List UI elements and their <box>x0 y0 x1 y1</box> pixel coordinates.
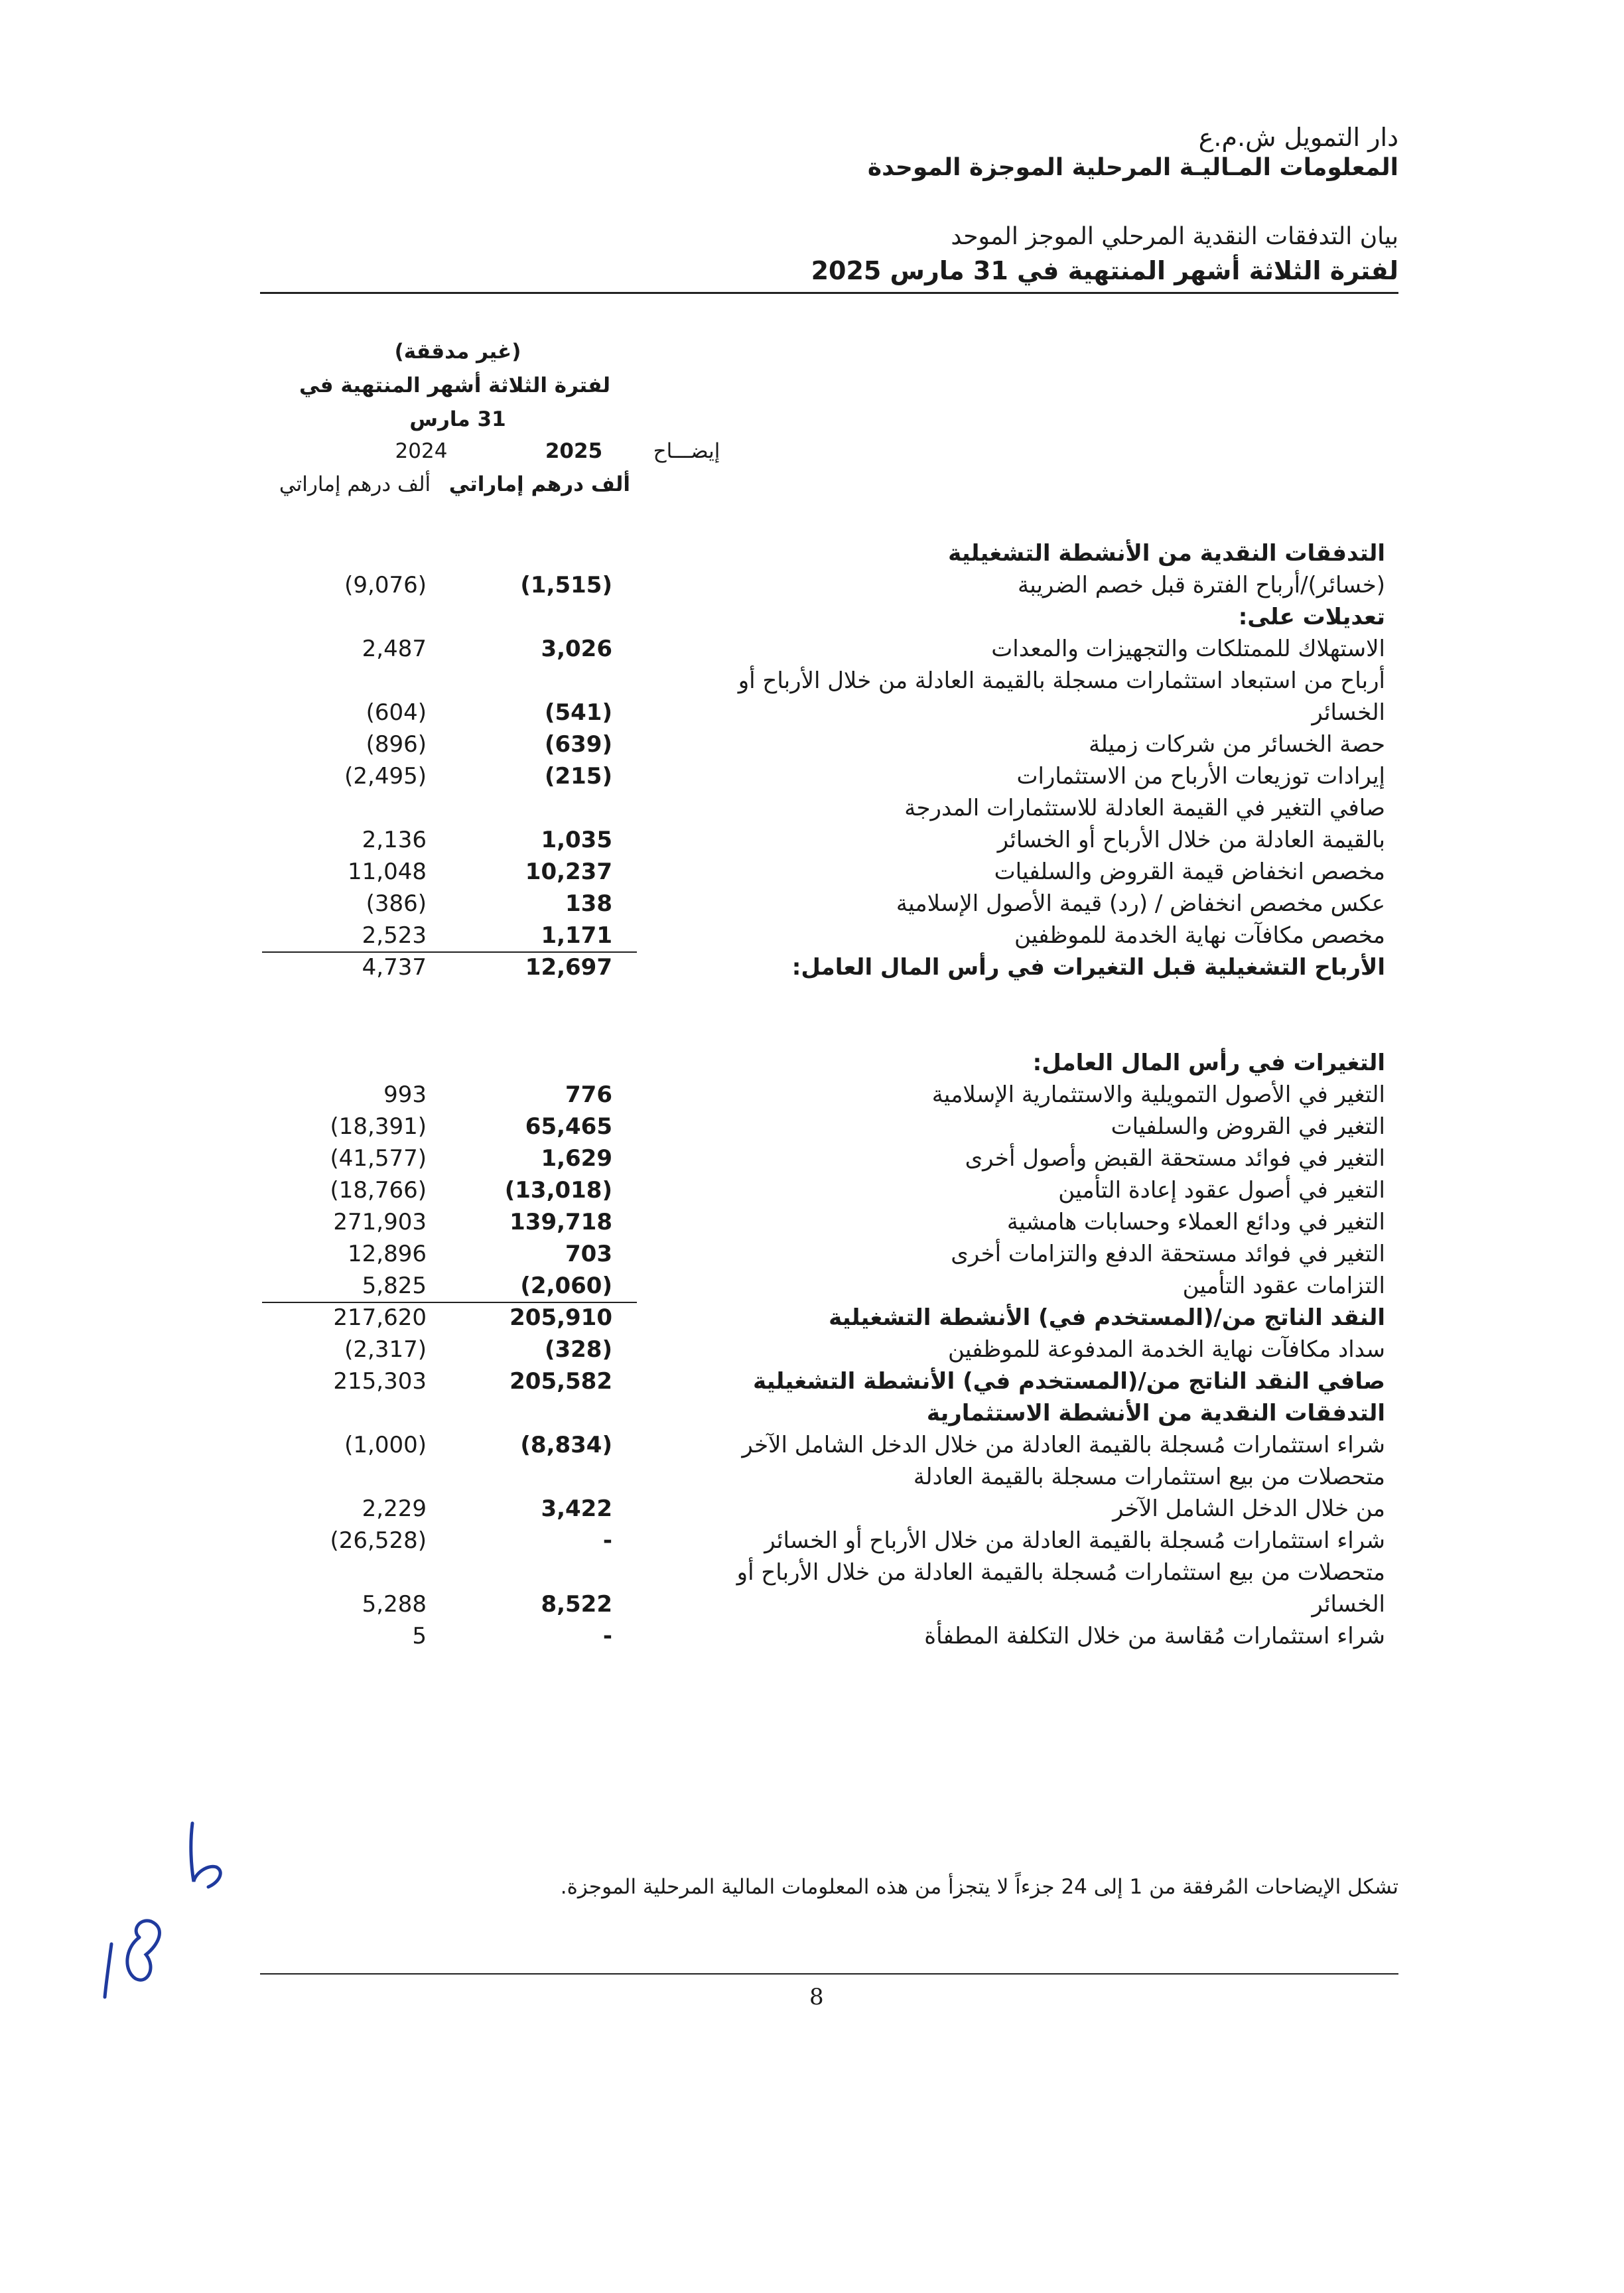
value-2025: 205,910 <box>509 1304 612 1331</box>
value-2025: 10,237 <box>525 859 612 885</box>
table-row <box>0 636 1624 667</box>
handwritten-initials <box>66 1805 239 2004</box>
line-item-label: متحصلات من بيع استثمارات مُسجلة بالقيمة العادلة من خلال الأرباح أو <box>736 1559 1385 1586</box>
subtotal-rule <box>262 951 637 953</box>
value-2025: 1,171 <box>541 922 612 949</box>
company-name: دار التمويل ش.م.ع <box>1198 123 1398 152</box>
line-item-label: حصة الخسائر من شركات زميلة <box>1089 731 1385 758</box>
table-row <box>0 1241 1624 1273</box>
value-2025: (8,834) <box>520 1432 612 1458</box>
value-2025: 703 <box>565 1241 612 1267</box>
table-row <box>0 922 1624 954</box>
value-2024: 2,487 <box>362 636 427 662</box>
note-heading: إيضـــاح <box>653 439 720 463</box>
section-heading: تعديلات على: <box>1238 604 1385 630</box>
table-row <box>0 1113 1624 1145</box>
value-2025: - <box>602 1623 612 1649</box>
line-item-label: أرباح من استبعاد استثمارات مسجلة بالقيمة العادلة من خلال الأرباح أو <box>738 667 1385 694</box>
value-2025: 1,035 <box>541 827 612 853</box>
value-2024: 2,136 <box>362 827 427 853</box>
line-item-label: شراء استثمارات مُسجلة بالقيمة العادلة من خلال الدخل الشامل الآخر <box>742 1432 1385 1458</box>
period-heading-line1: لفترة الثلاثة أشهر المنتهية في <box>299 374 610 397</box>
table-row <box>0 1495 1624 1527</box>
table-row <box>0 1209 1624 1241</box>
table-row <box>0 1400 1624 1432</box>
line-item-label: التغير في فوائد مستحقة القبض وأصول أخرى <box>965 1145 1385 1172</box>
value-2024: (896) <box>366 731 427 758</box>
table-row <box>0 1081 1624 1113</box>
line-item-label: عكس مخصص انخفاض / (رد) قيمة الأصول الإسلامية <box>896 890 1385 917</box>
value-2025: 12,697 <box>525 954 612 981</box>
value-2024: (26,528) <box>330 1527 427 1554</box>
table-row <box>0 1177 1624 1209</box>
section-heading: النقد الناتج من/(المستخدم في) الأنشطة التشغيلية <box>829 1304 1385 1331</box>
table-row <box>0 1591 1624 1623</box>
table-row <box>0 667 1624 699</box>
value-2024: (41,577) <box>330 1145 427 1172</box>
line-item-label: الخسائر <box>1312 1591 1385 1618</box>
section-heading: التدفقات النقدية من الأنشطة التشغيلية <box>948 540 1385 567</box>
table-row <box>0 859 1624 890</box>
value-2024: 12,896 <box>348 1241 427 1267</box>
value-2025: (541) <box>544 699 612 726</box>
subtotal-rule <box>262 1302 637 1303</box>
value-2025: 65,465 <box>525 1113 612 1140</box>
section-heading: صافي النقد الناتج من/(المستخدم في) الأنشطة التشغيلية <box>752 1368 1385 1395</box>
audit-status: (غير مدققة) <box>394 340 521 364</box>
line-item-label: (خسائر)/أرباح الفترة قبل خصم الضريبة <box>1017 572 1385 598</box>
value-2025: 3,026 <box>541 636 612 662</box>
value-2025: (13,018) <box>504 1177 612 1204</box>
table-row <box>0 1273 1624 1304</box>
statement-title: بيان التدفقات النقدية المرحلي الموجز الموحد <box>951 223 1398 250</box>
header-rule <box>260 292 1398 294</box>
section-heading: التدفقات النقدية من الأنشطة الاستثمارية <box>926 1400 1385 1426</box>
value-2024: (386) <box>366 890 427 917</box>
section-heading: الأرباح التشغيلية قبل التغيرات في رأس المال العامل: <box>791 954 1385 981</box>
line-item-label: مخصص انخفاض قيمة القروض والسلفيات <box>994 859 1385 885</box>
table-row <box>0 1368 1624 1400</box>
value-2024: (2,317) <box>344 1336 427 1363</box>
footnote: تشكل الإيضاحات المُرفقة من 1 إلى 24 جزءاً لا يتجزأ من هذه المعلومات المالية المرحلية الموجزة. <box>560 1875 1398 1899</box>
value-2025: 1,629 <box>541 1145 612 1172</box>
value-2024: 215,303 <box>333 1368 427 1395</box>
period-heading-line2: 31 مارس <box>409 407 506 431</box>
value-2024: (18,766) <box>330 1177 427 1204</box>
year-prior: 2024 <box>395 439 448 463</box>
table-row <box>0 731 1624 763</box>
statement-period: لفترة الثلاثة أشهر المنتهية في 31 مارس 2025 <box>811 256 1398 285</box>
table-row <box>0 1432 1624 1464</box>
line-item-label: من خلال الدخل الشامل الآخر <box>1113 1495 1385 1522</box>
line-item-label: الخسائر <box>1312 699 1385 726</box>
line-item-label: مخصص مكافآت نهاية الخدمة للموظفين <box>1014 922 1385 949</box>
value-2025: 776 <box>565 1081 612 1108</box>
table-row <box>0 1464 1624 1495</box>
unit-prior: ألف درهم إماراتي <box>279 472 431 496</box>
table-row <box>0 1304 1624 1336</box>
value-2025: 8,522 <box>541 1591 612 1618</box>
line-item-label: الاستهلاك للممتلكات والتجهيزات والمعدات <box>991 636 1385 662</box>
value-2024: 4,737 <box>362 954 427 981</box>
section-heading: التغيرات في رأس المال العامل: <box>1032 1050 1385 1076</box>
value-2025: 3,422 <box>541 1495 612 1522</box>
value-2024: 993 <box>383 1081 427 1108</box>
report-subtitle: المعلومات المـاليـة المرحلية الموجزة الموحدة <box>867 154 1398 181</box>
value-2024: (1,000) <box>344 1432 427 1458</box>
value-2025: - <box>602 1527 612 1554</box>
value-2025: 205,582 <box>509 1368 612 1395</box>
value-2024: 2,229 <box>362 1495 427 1522</box>
table-row <box>0 1527 1624 1559</box>
value-2025: 139,718 <box>509 1209 612 1235</box>
value-2025: (2,060) <box>520 1273 612 1299</box>
line-item-label: التغير في القروض والسلفيات <box>1111 1113 1385 1140</box>
value-2025: (639) <box>544 731 612 758</box>
value-2024: (2,495) <box>344 763 427 790</box>
table-row <box>0 1623 1624 1655</box>
line-item-label: التغير في الأصول التمويلية والاستثمارية الإسلامية <box>931 1081 1385 1108</box>
line-item-label: التزامات عقود التأمين <box>1182 1273 1385 1299</box>
table-row <box>0 954 1624 986</box>
line-item-label: التغير في أصول عقود إعادة التأمين <box>1058 1177 1385 1204</box>
value-2024: 217,620 <box>333 1304 427 1331</box>
line-item-label: التغير في فوائد مستحقة الدفع والتزامات أخرى <box>951 1241 1385 1267</box>
table-row <box>0 699 1624 731</box>
line-item-label: متحصلات من بيع استثمارات مسجلة بالقيمة العادلة <box>913 1464 1385 1490</box>
table-row <box>0 795 1624 827</box>
table-row <box>0 827 1624 859</box>
value-2025: (1,515) <box>520 572 612 598</box>
table-row <box>0 763 1624 795</box>
table-row <box>0 1145 1624 1177</box>
value-2025: (328) <box>544 1336 612 1363</box>
table-row <box>0 1018 1624 1050</box>
value-2024: 11,048 <box>348 859 427 885</box>
footer-rule <box>260 1973 1398 1975</box>
year-current: 2025 <box>545 439 603 463</box>
value-2025: 138 <box>565 890 612 917</box>
value-2025: (215) <box>544 763 612 790</box>
line-item-label: التغير في ودائع العملاء وحسابات هامشية <box>1006 1209 1385 1235</box>
table-row <box>0 1559 1624 1591</box>
line-item-label: شراء استثمارات مُقاسة من خلال التكلفة المطفأة <box>924 1623 1385 1649</box>
table-row <box>0 604 1624 636</box>
table-row <box>0 572 1624 604</box>
value-2024: (604) <box>366 699 427 726</box>
table-row <box>0 890 1624 922</box>
unit-current: ألف درهم إماراتي <box>448 472 630 496</box>
table-row <box>0 1336 1624 1368</box>
value-2024: (18,391) <box>330 1113 427 1140</box>
line-item-label: سداد مكافآت نهاية الخدمة المدفوعة للموظفين <box>947 1336 1385 1363</box>
line-item-label: صافي التغير في القيمة العادلة للاستثمارات المدرجة <box>904 795 1385 821</box>
value-2024: (9,076) <box>344 572 427 598</box>
line-item-label: بالقيمة العادلة من خلال الأرباح أو الخسائر <box>997 827 1385 853</box>
value-2024: 2,523 <box>362 922 427 949</box>
value-2024: 5,825 <box>362 1273 427 1299</box>
value-2024: 271,903 <box>333 1209 427 1235</box>
line-item-label: إيرادات توزيعات الأرباح من الاستثمارات <box>1016 763 1385 790</box>
page-number: 8 <box>809 1984 824 2010</box>
table-row <box>0 1050 1624 1081</box>
table-row <box>0 540 1624 572</box>
value-2024: 5 <box>412 1623 427 1649</box>
line-item-label: شراء استثمارات مُسجلة بالقيمة العادلة من خلال الأرباح أو الخسائر <box>764 1527 1385 1554</box>
value-2024: 5,288 <box>362 1591 427 1618</box>
table-row <box>0 986 1624 1018</box>
